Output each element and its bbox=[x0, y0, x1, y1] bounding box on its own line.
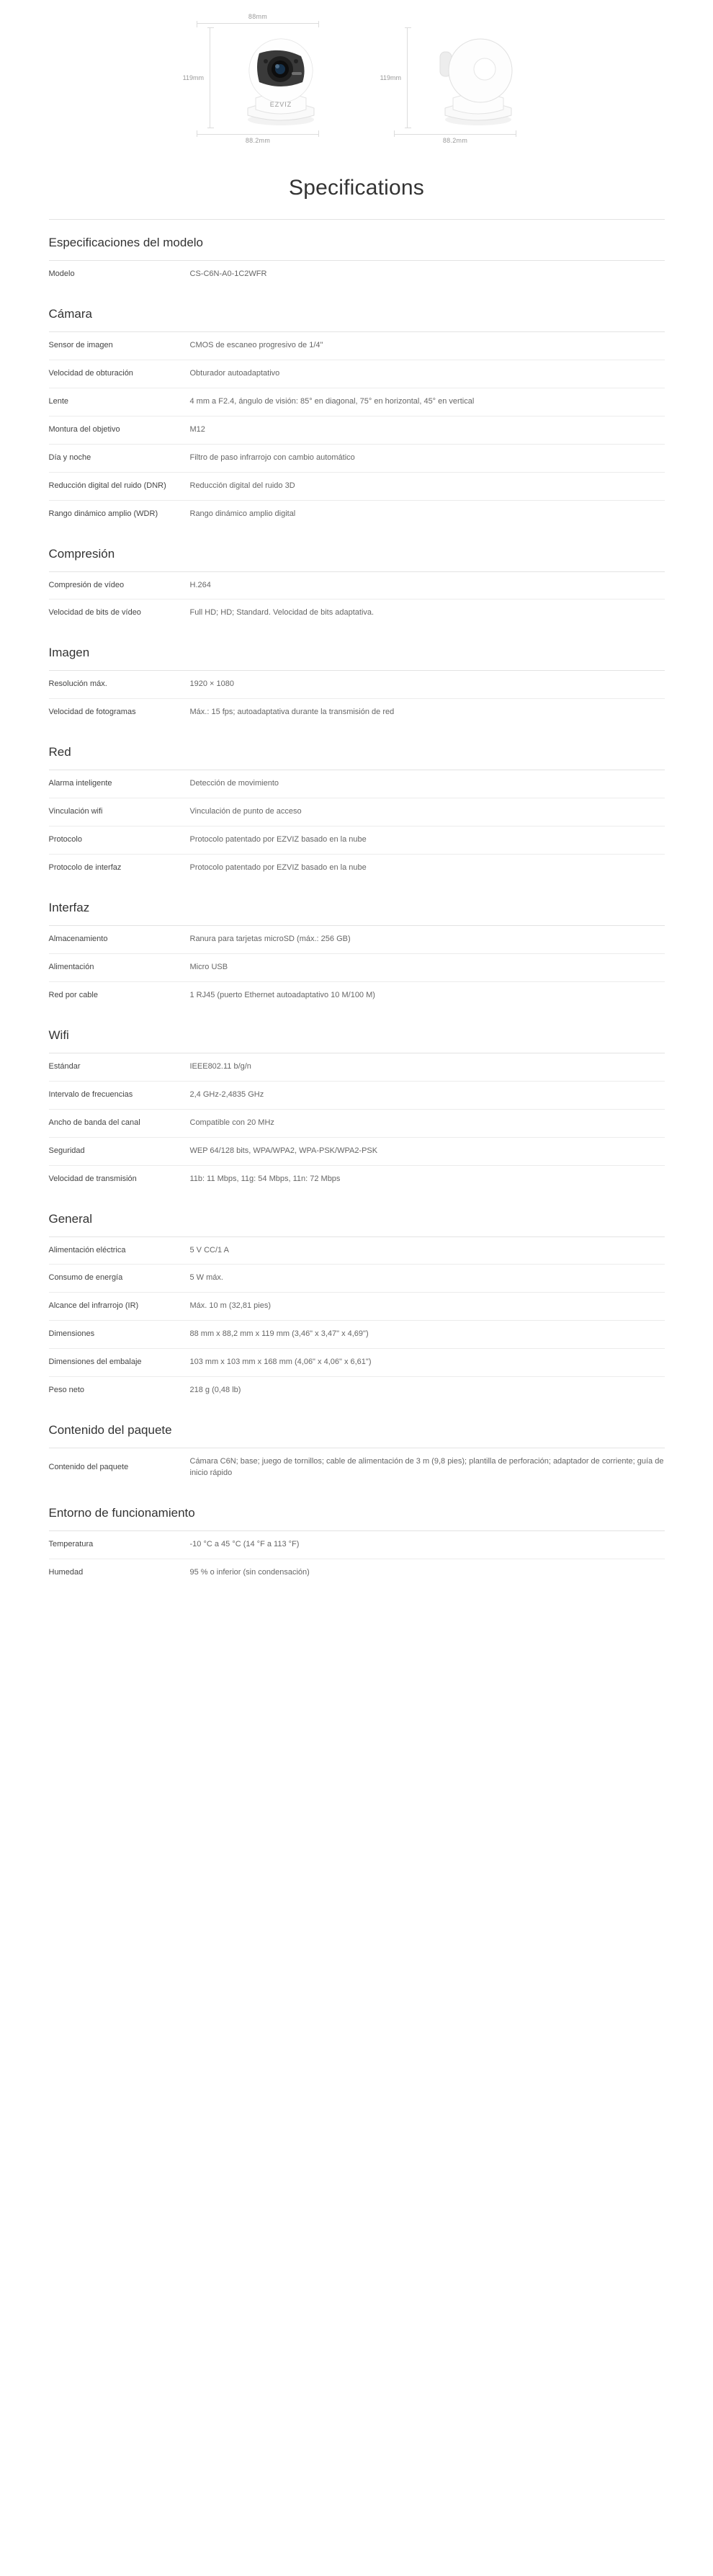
front-view-depth-label: 88.2mm bbox=[245, 137, 271, 144]
table-row bbox=[49, 1053, 665, 1081]
spec-value: Reducción digital del ruido 3D bbox=[189, 481, 295, 490]
spec-key: Día y noche bbox=[48, 453, 91, 462]
table-row bbox=[49, 444, 665, 472]
spec-value: 1 RJ45 (puerto Ethernet autoadaptativo 10 M/100 M) bbox=[189, 990, 375, 999]
spec-key: Rango dinámico amplio (WDR) bbox=[48, 509, 158, 518]
specification-table bbox=[49, 1448, 665, 1487]
table-row bbox=[49, 1165, 665, 1193]
table-row bbox=[49, 1265, 665, 1293]
side-view-height-label: 119mm bbox=[380, 74, 401, 81]
specification-section bbox=[49, 547, 665, 628]
spec-value: H.264 bbox=[189, 580, 211, 589]
table-row bbox=[49, 1109, 665, 1137]
page-title: Specifications bbox=[289, 176, 424, 200]
spec-value: CS-C6N-A0-1C2WFR bbox=[189, 269, 267, 278]
front-view-top-dimension-line bbox=[197, 23, 319, 27]
table-row bbox=[49, 826, 665, 855]
table-row bbox=[49, 1377, 665, 1404]
spec-value: Filtro de paso infrarrojo con cambio automático bbox=[189, 453, 355, 462]
table-row bbox=[49, 1321, 665, 1349]
spec-key: Lente bbox=[48, 396, 69, 406]
front-view-side-dimension-line bbox=[210, 27, 214, 128]
title-divider bbox=[49, 219, 665, 220]
table-row bbox=[49, 699, 665, 726]
table-row bbox=[49, 600, 665, 627]
specification-section bbox=[49, 646, 665, 726]
spec-value: 88 mm x 88,2 mm x 119 mm (3,46" x 3,47" x 4,69") bbox=[189, 1329, 369, 1339]
section-heading: General bbox=[48, 1211, 92, 1226]
spec-key: Protocolo de interfaz bbox=[48, 863, 122, 873]
section-heading: Cámara bbox=[48, 306, 92, 321]
table-row bbox=[49, 981, 665, 1009]
spec-value: Micro USB bbox=[189, 962, 228, 971]
specification-section bbox=[49, 745, 665, 882]
spec-value: -10 °C a 45 °C (14 °F a 113 °F) bbox=[189, 1540, 300, 1548]
table-row bbox=[49, 1137, 665, 1165]
specification-section bbox=[49, 901, 665, 1010]
spec-value: Protocolo patentado por EZVIZ basado en la nube bbox=[189, 863, 367, 873]
spec-key: Almacenamiento bbox=[48, 935, 108, 943]
spec-value: Full HD; HD; Standard. Velocidad de bits adaptativa. bbox=[189, 608, 375, 618]
table-row bbox=[49, 1448, 665, 1487]
table-row bbox=[49, 416, 665, 444]
spec-value: 103 mm x 103 mm x 168 mm (4,06" x 4,06" x 6,61") bbox=[189, 1358, 372, 1367]
table-row bbox=[49, 855, 665, 882]
section-heading: Entorno de funcionamiento bbox=[48, 1506, 195, 1520]
spec-key: Humedad bbox=[48, 1567, 84, 1577]
spec-key: Alarma inteligente bbox=[48, 779, 112, 788]
side-view-bottom-dimension-line bbox=[394, 130, 516, 135]
front-view-width-label: 88mm bbox=[248, 13, 268, 20]
front-view-bottom-dimension-line bbox=[197, 130, 319, 135]
specification-table bbox=[49, 1053, 665, 1193]
side-view-depth-label: 88.2mm bbox=[442, 137, 468, 144]
table-row bbox=[49, 388, 665, 416]
table-row bbox=[49, 1559, 665, 1586]
spec-key: Temperatura bbox=[48, 1540, 94, 1548]
spec-value: Obturador autoadaptativo bbox=[189, 368, 280, 378]
camera-side-view-diagram bbox=[371, 13, 539, 144]
spec-key: Dimensiones bbox=[48, 1329, 95, 1339]
product-dimension-diagram bbox=[0, 0, 713, 151]
spec-key: Reducción digital del ruido (DNR) bbox=[48, 481, 166, 490]
spec-key: Estándar bbox=[48, 1061, 81, 1071]
spec-value: IEEE802.11 b/g/n bbox=[189, 1061, 251, 1071]
spec-value: WEP 64/128 bits, WPA/WPA2, WPA-PSK/WPA2-PSK bbox=[189, 1146, 378, 1155]
section-heading: Imagen bbox=[48, 646, 90, 660]
specifications-content bbox=[49, 219, 665, 1587]
spec-key: Alimentación bbox=[48, 962, 94, 971]
spec-key: Alimentación eléctrica bbox=[48, 1245, 126, 1254]
table-row bbox=[49, 926, 665, 954]
specification-section bbox=[49, 1506, 665, 1587]
spec-key: Intervalo de frecuencias bbox=[48, 1089, 133, 1099]
spec-key: Ancho de banda del canal bbox=[48, 1118, 140, 1127]
specification-section bbox=[49, 236, 665, 288]
table-row bbox=[49, 770, 665, 798]
specification-sections bbox=[49, 236, 665, 1587]
spec-value: Protocolo patentado por EZVIZ basado en la nube bbox=[189, 835, 367, 844]
specification-table bbox=[49, 670, 665, 726]
spec-value: 218 g (0,48 lb) bbox=[189, 1386, 241, 1395]
table-row bbox=[49, 1081, 665, 1109]
section-heading: Interfaz bbox=[48, 901, 90, 914]
spec-key: Compresión de vídeo bbox=[48, 580, 125, 589]
side-view-side-dimension-line bbox=[407, 27, 411, 128]
spec-value: Detección de movimiento bbox=[189, 779, 279, 788]
section-heading: Compresión bbox=[48, 546, 115, 561]
spec-value: Máx.: 15 fps; autoadaptativa durante la transmisión de red bbox=[189, 708, 395, 717]
specification-section bbox=[49, 307, 665, 528]
spec-value: Compatible con 20 MHz bbox=[189, 1118, 274, 1127]
table-row bbox=[49, 472, 665, 500]
table-row bbox=[49, 261, 665, 288]
table-row bbox=[49, 1349, 665, 1377]
spec-value: 4 mm a F2.4, ángulo de visión: 85° en diagonal, 75° en horizontal, 45° en vertical bbox=[189, 396, 475, 406]
table-row bbox=[49, 500, 665, 527]
section-heading: Contenido del paquete bbox=[48, 1423, 172, 1438]
spec-key: Contenido del paquete bbox=[48, 1463, 129, 1472]
spec-value: 1920 × 1080 bbox=[189, 679, 234, 689]
spec-value: 5 W máx. bbox=[189, 1273, 223, 1283]
table-row bbox=[49, 360, 665, 388]
section-heading: Red bbox=[48, 745, 71, 759]
spec-value: CMOS de escaneo progresivo de 1/4" bbox=[189, 340, 323, 349]
camera-front-illustration bbox=[220, 27, 342, 128]
spec-key: Montura del objetivo bbox=[48, 424, 120, 434]
spec-value: 95 % o inferior (sin condensación) bbox=[189, 1567, 310, 1577]
spec-key: Consumo de energía bbox=[48, 1273, 123, 1283]
specification-table bbox=[49, 571, 665, 628]
camera-side-illustration bbox=[417, 27, 539, 128]
specification-table bbox=[49, 1236, 665, 1405]
section-heading: Wifi bbox=[48, 1028, 69, 1042]
specification-table bbox=[49, 331, 665, 528]
table-row bbox=[49, 571, 665, 600]
table-row bbox=[49, 1236, 665, 1265]
specification-section bbox=[49, 1028, 665, 1193]
spec-value: Ranura para tarjetas microSD (máx.: 256 GB) bbox=[189, 935, 351, 943]
table-row bbox=[49, 953, 665, 981]
spec-key: Velocidad de transmisión bbox=[48, 1174, 137, 1183]
spec-value: Vinculación de punto de acceso bbox=[189, 807, 302, 816]
spec-value: M12 bbox=[189, 424, 205, 434]
spec-key: Dimensiones del embalaje bbox=[48, 1358, 142, 1367]
spec-key: Sensor de imagen bbox=[48, 340, 113, 349]
table-row bbox=[49, 1293, 665, 1321]
spec-value: Cámara C6N; base; juego de tornillos; cable de alimentación de 3 m (9,8 pies); plantilla de perforación; adaptador de corriente; guía de inicio rápido bbox=[189, 1457, 664, 1478]
spec-value: 2,4 GHz-2,4835 GHz bbox=[189, 1089, 264, 1099]
spec-key: Velocidad de fotogramas bbox=[48, 708, 136, 717]
spec-key: Resolución máx. bbox=[48, 679, 107, 689]
spec-key: Protocolo bbox=[48, 835, 82, 844]
specification-table bbox=[49, 1530, 665, 1587]
spec-key: Seguridad bbox=[48, 1146, 85, 1155]
specification-table bbox=[49, 925, 665, 1010]
front-view-height-label: 119mm bbox=[182, 74, 204, 81]
section-heading: Especificaciones del modelo bbox=[48, 236, 204, 249]
specification-section bbox=[49, 1423, 665, 1487]
spec-key: Peso neto bbox=[48, 1386, 85, 1395]
specification-table bbox=[49, 260, 665, 288]
spec-value: Máx. 10 m (32,81 pies) bbox=[189, 1301, 271, 1311]
spec-key: Velocidad de bits de vídeo bbox=[48, 608, 141, 618]
table-row bbox=[49, 331, 665, 360]
svg-text:EZVIZ: EZVIZ bbox=[269, 101, 292, 108]
specification-section bbox=[49, 1212, 665, 1405]
specification-table bbox=[49, 770, 665, 882]
spec-value: 11b: 11 Mbps, 11g: 54 Mbps, 11n: 72 Mbps bbox=[189, 1174, 341, 1183]
table-row bbox=[49, 1531, 665, 1559]
spec-key: Velocidad de obturación bbox=[48, 368, 133, 378]
spec-key: Red por cable bbox=[48, 990, 98, 999]
spec-value: Rango dinámico amplio digital bbox=[189, 509, 296, 518]
spec-key: Alcance del infrarrojo (IR) bbox=[48, 1301, 139, 1311]
camera-front-view-diagram bbox=[174, 13, 342, 144]
table-row bbox=[49, 671, 665, 699]
spec-key: Modelo bbox=[48, 269, 75, 278]
spec-key: Vinculación wifi bbox=[48, 807, 103, 816]
table-row bbox=[49, 798, 665, 826]
spec-value: 5 V CC/1 A bbox=[189, 1245, 229, 1254]
